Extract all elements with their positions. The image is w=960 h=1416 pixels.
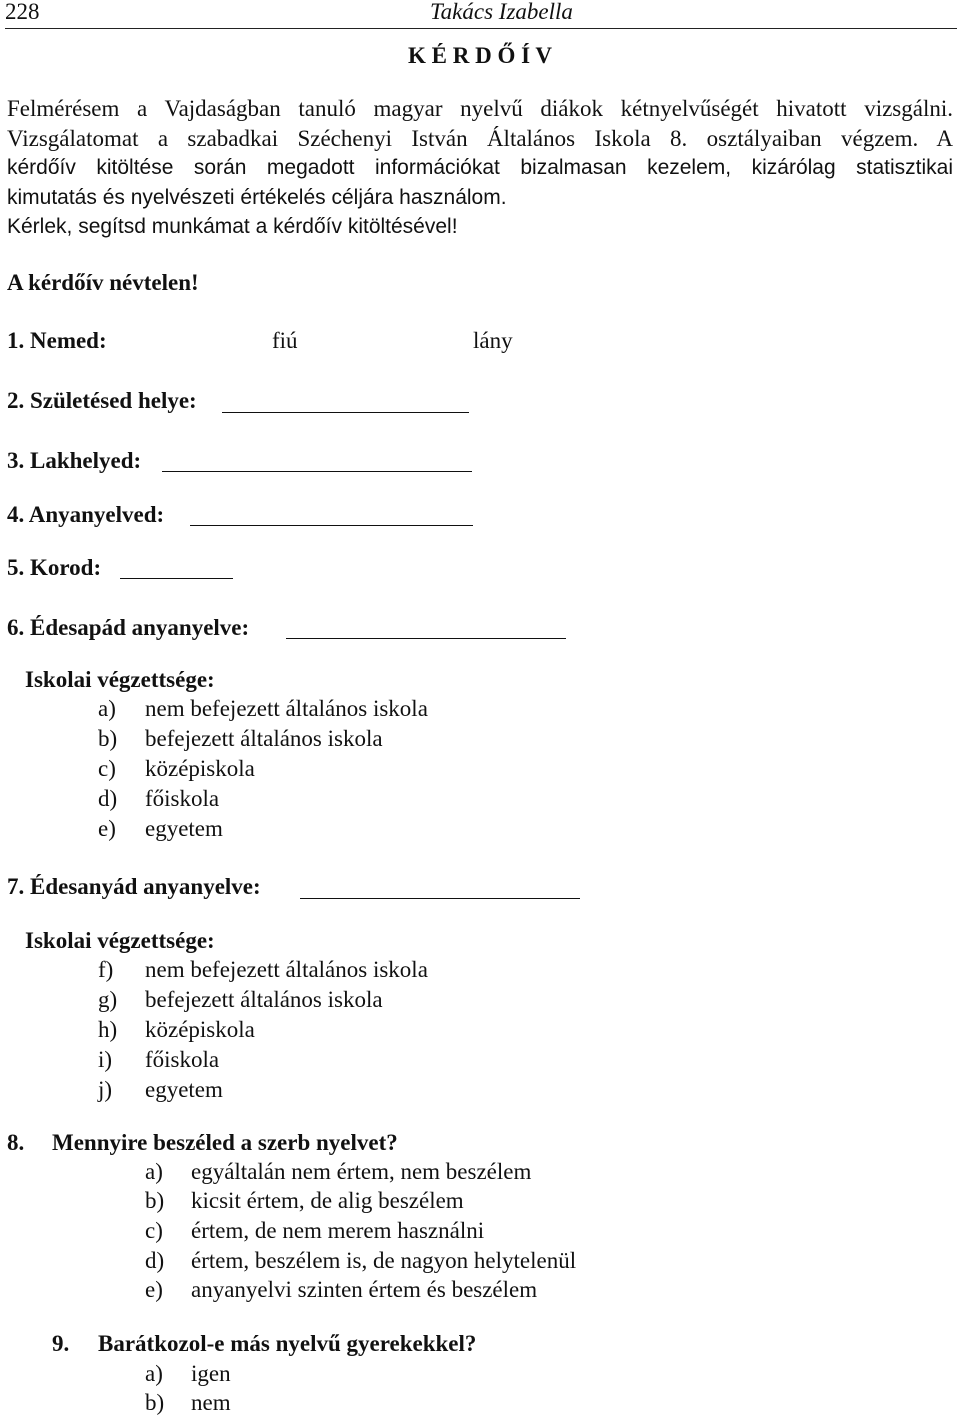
q8-option-letter: b) [145,1188,165,1213]
q6-option-letter: e) [98,816,116,841]
q7-option-text[interactable]: nem befejezett általános iskola [145,957,428,982]
q2-answer-line[interactable] [222,412,469,413]
intro-line-4: kimutatás és nyelvészeti értékelés céljára használom. [7,186,507,209]
running-header-author: Takács Izabella [430,0,573,24]
q6-option-text[interactable]: nem befejezett általános iskola [145,696,428,721]
q7-option-text[interactable]: főiskola [145,1047,220,1072]
q8-question: Mennyire beszéled a szerb nyelvet? [52,1130,398,1155]
q6-label: 6. Édesapád anyanyelve: [7,615,250,640]
q9-option-letter: b) [145,1390,165,1415]
document-title: K É R D Ő Í V [408,43,552,68]
q6-answer-line[interactable] [286,638,566,639]
q1-option-girl[interactable]: lány [473,328,513,353]
q7-option-text[interactable]: egyetem [145,1077,223,1102]
q1-label: 1. Nemed: [7,328,107,353]
q7-option-letter: g) [98,987,118,1012]
q8-option-text[interactable]: értem, de nem merem használni [191,1218,485,1243]
q8-option-letter: d) [145,1248,165,1273]
q8-option-text[interactable]: kicsit értem, de alig beszélem [191,1188,464,1213]
q8-option-letter: e) [145,1277,163,1302]
q9-option-letter: a) [145,1361,163,1386]
q3-answer-line[interactable] [162,471,472,472]
q2-label: 2. Születésed helye: [7,388,197,413]
anonymous-note: A kérdőív névtelen! [7,270,199,295]
q7-option-text[interactable]: befejezett általános iskola [145,987,383,1012]
q7-option-letter: j) [98,1077,113,1102]
intro-line-3: kérdőív kitöltése során megadott információkat bizalmasan kezelem, kizárólag statisztikai [7,156,953,179]
q6-option-letter: d) [98,786,118,811]
q5-label: 5. Korod: [7,555,102,580]
q8-option-letter: a) [145,1159,163,1184]
q9-option-text[interactable]: nem [191,1390,231,1415]
intro-line-2: Vizsgálatomat a szabadkai Széchenyi István Általános Iskola 8. osztályaiban végzem. A [7,126,953,151]
q6-option-letter: c) [98,756,116,781]
q6-option-text[interactable]: egyetem [145,816,223,841]
q7-label: 7. Édesanyád anyanyelve: [7,874,261,899]
q8-option-text[interactable]: értem, beszélem is, de nagyon helytelenül [191,1248,577,1273]
q8-option-text[interactable]: egyáltalán nem értem, nem beszélem [191,1159,532,1184]
intro-line-1: Felmérésem a Vajdaságban tanuló magyar nyelvű diákok kétnyelvűségét hivatott vizsgálni. [7,96,953,121]
q9-question: Barátkozol-e más nyelvű gyerekekkel? [98,1331,477,1356]
q9-option-text[interactable]: igen [191,1361,231,1386]
q6-option-text[interactable]: középiskola [145,756,255,781]
q8-option-letter: c) [145,1218,163,1243]
q5-answer-line[interactable] [120,578,233,579]
q7-answer-line[interactable] [300,898,580,899]
q6-option-text[interactable]: befejezett általános iskola [145,726,383,751]
q8-option-text[interactable]: anyanyelvi szinten értem és beszélem [191,1277,538,1302]
q3-label: 3. Lakhelyed: [7,448,142,473]
q9-number: 9. [52,1331,70,1356]
q4-answer-line[interactable] [190,525,473,526]
q7-option-letter: f) [98,957,114,982]
q7-option-letter: i) [98,1047,113,1072]
q8-number: 8. [7,1130,25,1155]
q7-option-letter: h) [98,1017,118,1042]
q6-option-text[interactable]: főiskola [145,786,220,811]
q6-option-letter: b) [98,726,118,751]
page-number: 228 [5,0,40,24]
q6-education-label: Iskolai végzettsége: [25,667,215,692]
q4-label: 4. Anyanyelved: [7,502,165,527]
q6-option-letter: a) [98,696,116,721]
q1-option-boy[interactable]: fiú [272,328,298,353]
q7-option-text[interactable]: középiskola [145,1017,255,1042]
header-rule [5,28,957,29]
intro-line-5: Kérlek, segítsd munkámat a kérdőív kitöltésével! [7,215,458,238]
q7-education-label: Iskolai végzettsége: [25,928,215,953]
